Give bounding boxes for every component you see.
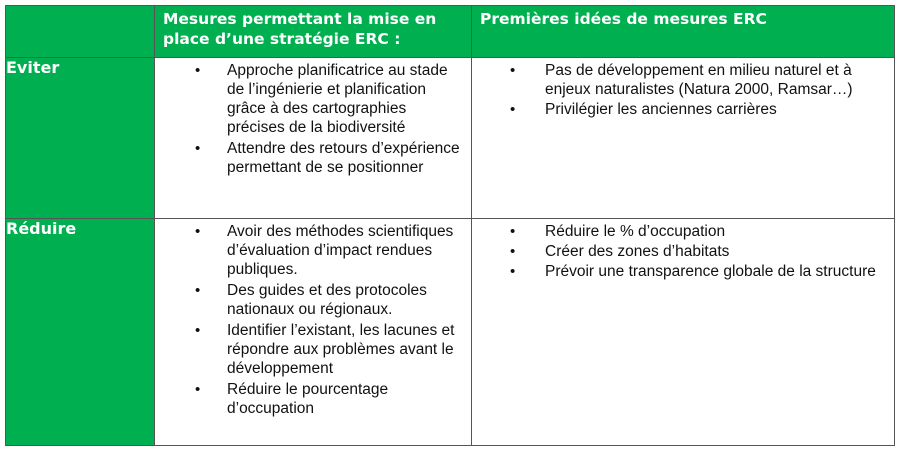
- bullet-icon: •: [195, 282, 201, 299]
- list-item: [155, 380, 471, 418]
- list-item-text: Réduire le pourcentage d’occupation: [227, 381, 389, 417]
- bullet-icon: •: [195, 62, 201, 79]
- eviter-strategy-list: [155, 58, 471, 177]
- eviter-ideas-list: [472, 58, 894, 119]
- header-row: [6, 6, 895, 58]
- list-item: [472, 242, 894, 261]
- list-item: [472, 100, 894, 119]
- table-row-eviter: [6, 58, 895, 219]
- list-item-text: Identifier l’existant, les lacunes et répondre aux problèmes avant le développement: [227, 322, 455, 377]
- list-item-text: Privilégier les anciennes carrières: [545, 101, 777, 118]
- list-item: [472, 262, 894, 281]
- erc-measures-table: [5, 5, 895, 446]
- bullet-icon: •: [195, 223, 201, 240]
- list-item-text: Pas de développement en milieu naturel et à enjeux naturalistes (Natura 2000, Ramsar…): [545, 62, 853, 98]
- list-item-text: Attendre des retours d’expérience permettant de se positionner: [227, 140, 460, 176]
- list-item: [155, 222, 471, 279]
- list-item-text: Réduire le % d’occupation: [545, 223, 726, 240]
- reduire-ideas-list: [472, 219, 894, 281]
- bullet-icon: •: [510, 101, 516, 118]
- header-corner-cell: [6, 6, 155, 58]
- reduire-ideas-cell: [472, 219, 895, 446]
- eviter-ideas-cell: [472, 58, 895, 219]
- reduire-strategy-cell: [155, 219, 472, 446]
- list-item-text: Avoir des méthodes scientifiques d’évaluation d’impact rendues publiques.: [227, 223, 454, 278]
- list-item-text: Créer des zones d’habitats: [545, 243, 730, 260]
- bullet-icon: •: [510, 243, 516, 260]
- bullet-icon: •: [195, 140, 201, 157]
- list-item: [155, 281, 471, 319]
- bullet-icon: •: [510, 62, 516, 79]
- table-row-reduire: [6, 219, 895, 446]
- list-item: [155, 139, 471, 177]
- header-first-ideas: Premières idées de mesures ERC: [472, 6, 895, 58]
- row-label-eviter: Eviter: [6, 58, 155, 219]
- bullet-icon: •: [510, 263, 516, 280]
- list-item: [472, 61, 894, 99]
- bullet-icon: •: [510, 223, 516, 240]
- list-item: [472, 222, 894, 241]
- row-label-reduire: Réduire: [6, 219, 155, 446]
- list-item-text: Approche planificatrice au stade de l’ingénierie et planification grâce à des cartographies précises de la biodiversité: [227, 62, 448, 136]
- reduire-strategy-list: [155, 219, 471, 418]
- list-item: [155, 321, 471, 378]
- bullet-icon: •: [195, 322, 201, 339]
- list-item-text: Prévoir une transparence globale de la structure: [545, 263, 876, 280]
- bullet-icon: •: [195, 381, 201, 398]
- list-item-text: Des guides et des protocoles nationaux ou régionaux.: [227, 282, 427, 318]
- list-item: [155, 61, 471, 137]
- eviter-strategy-cell: [155, 58, 472, 219]
- header-strategy-measures: Mesures permettant la mise en place d’une stratégie ERC :: [155, 6, 472, 58]
